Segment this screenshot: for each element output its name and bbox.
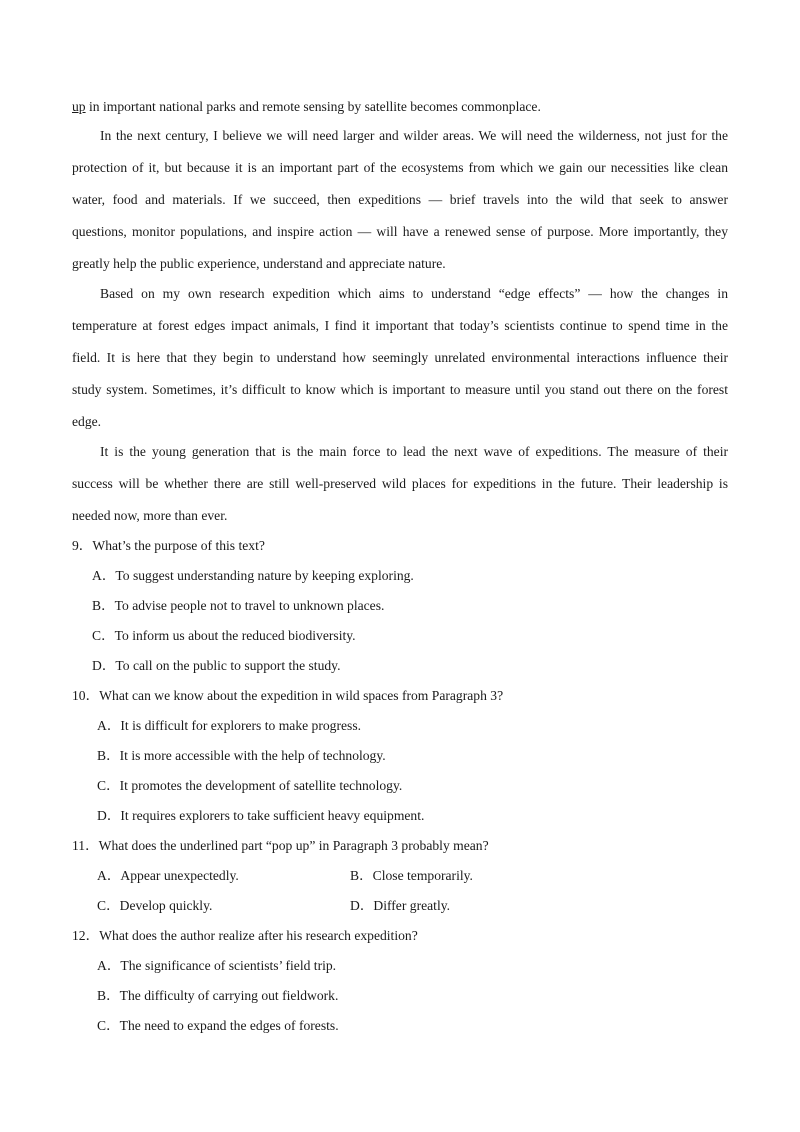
underlined-word: up	[72, 99, 86, 114]
answer-option[interactable]: B．To advise people not to travel to unknown places.	[92, 598, 385, 613]
answer-option[interactable]: A．Appear unexpectedly.	[97, 868, 239, 883]
passage-line: up in important national parks and remote sensing by satellite becomes commonplace.	[72, 99, 541, 114]
question-stem: 10．What can we know about the expedition in wild spaces from Paragraph 3?	[72, 688, 504, 703]
passage-line: edge.	[72, 414, 102, 429]
question-stem: 12．What does the author realize after his research expedition?	[72, 928, 418, 943]
answer-option[interactable]: B．It is more accessible with the help of technology.	[97, 748, 386, 763]
passage-line: field. It is here that they begin to understand how seemingly unrelated environmental interactions influence their	[72, 350, 728, 365]
passage-line: needed now, more than ever.	[72, 508, 228, 523]
answer-option[interactable]: D．To call on the public to support the study.	[92, 658, 341, 673]
passage-line: temperature at forest edges impact animals, I find it important that today’s scientists continue to spend time in the	[72, 318, 728, 333]
answer-option[interactable]: A．To suggest understanding nature by keeping exploring.	[92, 568, 414, 583]
passage-line: It is the young generation that is the main force to lead the next wave of expeditions. The measure of their	[100, 444, 728, 459]
passage-line: Based on my own research expedition which aims to understand “edge effects” — how the changes in	[100, 286, 728, 301]
passage-line: greatly help the public experience, understand and appreciate nature.	[72, 256, 446, 271]
answer-option[interactable]: C．To inform us about the reduced biodiversity.	[92, 628, 356, 643]
question-stem: 11．What does the underlined part “pop up” in Paragraph 3 probably mean?	[72, 838, 489, 853]
answer-option[interactable]: C．Develop quickly.	[97, 898, 213, 913]
passage-line: study system. Sometimes, it’s difficult to know which is important to measure until you stand out there on the forest	[72, 382, 728, 397]
answer-option[interactable]: B．The difficulty of carrying out fieldwork.	[97, 988, 339, 1003]
question-stem: 9．What’s the purpose of this text?	[72, 538, 265, 553]
passage-line: In the next century, I believe we will need larger and wilder areas. We will need the wilderness, not just for the	[100, 128, 728, 143]
answer-option[interactable]: C．It promotes the development of satellite technology.	[97, 778, 403, 793]
passage-line: water, food and materials. If we succeed, then expeditions — brief travels into the wild that seek to answer	[72, 192, 728, 207]
passage-line: success will be whether there are still well-preserved wild places for expeditions in the future. Their leadership is	[72, 476, 728, 491]
answer-option[interactable]: D．Differ greatly.	[350, 898, 451, 913]
answer-option[interactable]: A．The significance of scientists’ field trip.	[97, 958, 337, 973]
answer-option[interactable]: B．Close temporarily.	[350, 868, 473, 883]
passage-line: questions, monitor populations, and inspire action — will have a renewed sense of purpose. More importantly, they	[72, 224, 728, 239]
answer-option[interactable]: D．It requires explorers to take sufficient heavy equipment.	[97, 808, 425, 823]
passage-line: protection of it, but because it is an important part of the ecosystems from which we gain our necessities like clean	[72, 160, 728, 175]
answer-option[interactable]: C．The need to expand the edges of forests.	[97, 1018, 339, 1033]
answer-option[interactable]: A．It is difficult for explorers to make progress.	[97, 718, 362, 733]
